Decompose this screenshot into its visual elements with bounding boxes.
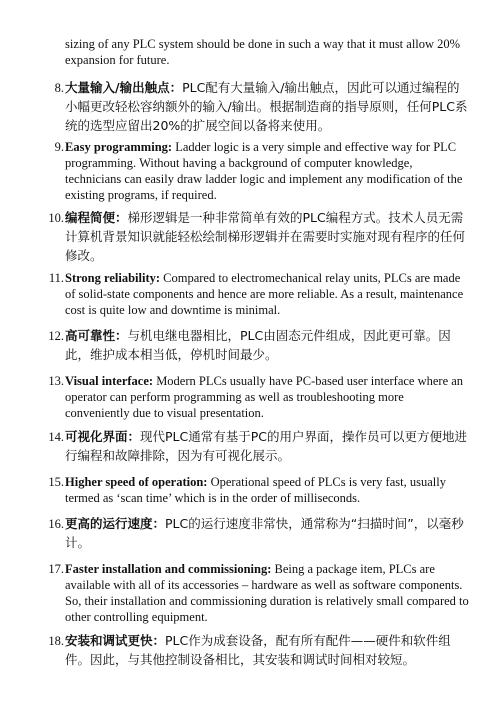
- item-text: Compared to electromechanical relay units, PLCs are made of solid-state components and hence are more reliable. As a result, maintenance cost is quite low and downtime is minimal.: [65, 271, 464, 317]
- item-text: sizing of any PLC system should be done in such a way that it must allow 20% expansion for future.: [65, 37, 461, 67]
- item-label: 可视化界面：: [65, 429, 141, 444]
- item-number: 18.: [48, 634, 64, 648]
- item-text: Modern PLCs usually have PC-based user interface where an operator can perform programming as well as troubleshooting more conveniently due to visual presentation.: [65, 374, 464, 420]
- item-label: 安装和调试更快：: [65, 633, 166, 648]
- list-item-9: [44, 139, 470, 203]
- item-text: Operational speed of PLCs is very fast, usually termed as ‘scan time’ which is in the order of milliseconds.: [65, 475, 446, 505]
- list-item-continuation: [44, 36, 470, 68]
- item-number: 14.: [48, 430, 64, 444]
- item-text: Being a package item, PLCs are available with all of its accessories – hardware as well as software components. So, their installation and commissioning duration is relatively small compared to other controlling equipment.: [65, 562, 469, 624]
- item-text: 梯形逻辑是一种非常简单有效的PLC编程方式。技术人员无需计算机背景知识就能轻松绘制梯形逻辑并在需要时实施对现有程序的任何修改。: [65, 210, 466, 263]
- item-number: 16.: [48, 517, 64, 531]
- item-label: 更高的运行速度：: [65, 516, 166, 531]
- item-number: 8.: [54, 81, 64, 95]
- item-number: 9.: [54, 140, 64, 154]
- list-item-18: [44, 631, 470, 669]
- item-text: PLC配有大量输入/输出触点，因此可以通过编程的小幅更改轻松容纳额外的输入/输出。根据制造商的指导原则，任何PLC系统的选型应留出20%的扩展空间以备将来使用。: [65, 80, 468, 133]
- item-label: Visual interface:: [65, 374, 154, 388]
- item-text: PLC的运行速度非常快，通常称为“扫描时间”，以毫秒计。: [65, 516, 464, 550]
- item-label: 高可靠性：: [65, 328, 128, 343]
- list-item-16: [44, 514, 470, 552]
- list-item-13: [44, 373, 470, 421]
- item-number: 13.: [48, 374, 64, 388]
- list-item-10: [44, 208, 470, 265]
- item-label: Higher speed of operation:: [65, 475, 208, 489]
- item-label: Faster installation and commissioning:: [65, 562, 272, 576]
- item-number: 12.: [48, 329, 64, 343]
- item-number: 11.: [48, 271, 64, 285]
- item-label: Easy programming:: [65, 140, 173, 154]
- list-item-12: [44, 326, 470, 364]
- item-label: Strong reliability:: [65, 271, 161, 285]
- item-label: 大量输入/输出触点：: [65, 80, 183, 95]
- list-item-8: [44, 78, 470, 135]
- list-item-17: [44, 561, 470, 625]
- item-text: PLC作为成套设备，配有所有配件——硬件和软件组件。因此，与其他控制设备相比，其安装和调试时间相对较短。: [65, 633, 451, 667]
- list-item-14: [44, 427, 470, 465]
- item-number: 17.: [48, 562, 64, 576]
- list-item-15: [44, 474, 470, 506]
- item-text: Ladder logic is a very simple and effective way for PLC programming. Without having a background of computer knowledge, technicians can easily draw ladder logic and implement any modification of the existing programs, if required.: [65, 140, 463, 202]
- item-number: 15.: [48, 475, 64, 489]
- item-text: 现代PLC通常有基于PC的用户界面，操作员可以更方便地进行编程和故障排除，因为有可视化展示。: [65, 429, 468, 463]
- item-number: 10.: [48, 211, 64, 225]
- item-label: 编程简便：: [65, 210, 128, 225]
- item-text: 与机电继电器相比，PLC由固态元件组成，因此更可靠。因此，维护成本相当低，停机时间最少。: [65, 328, 451, 362]
- list-item-11: [44, 270, 470, 318]
